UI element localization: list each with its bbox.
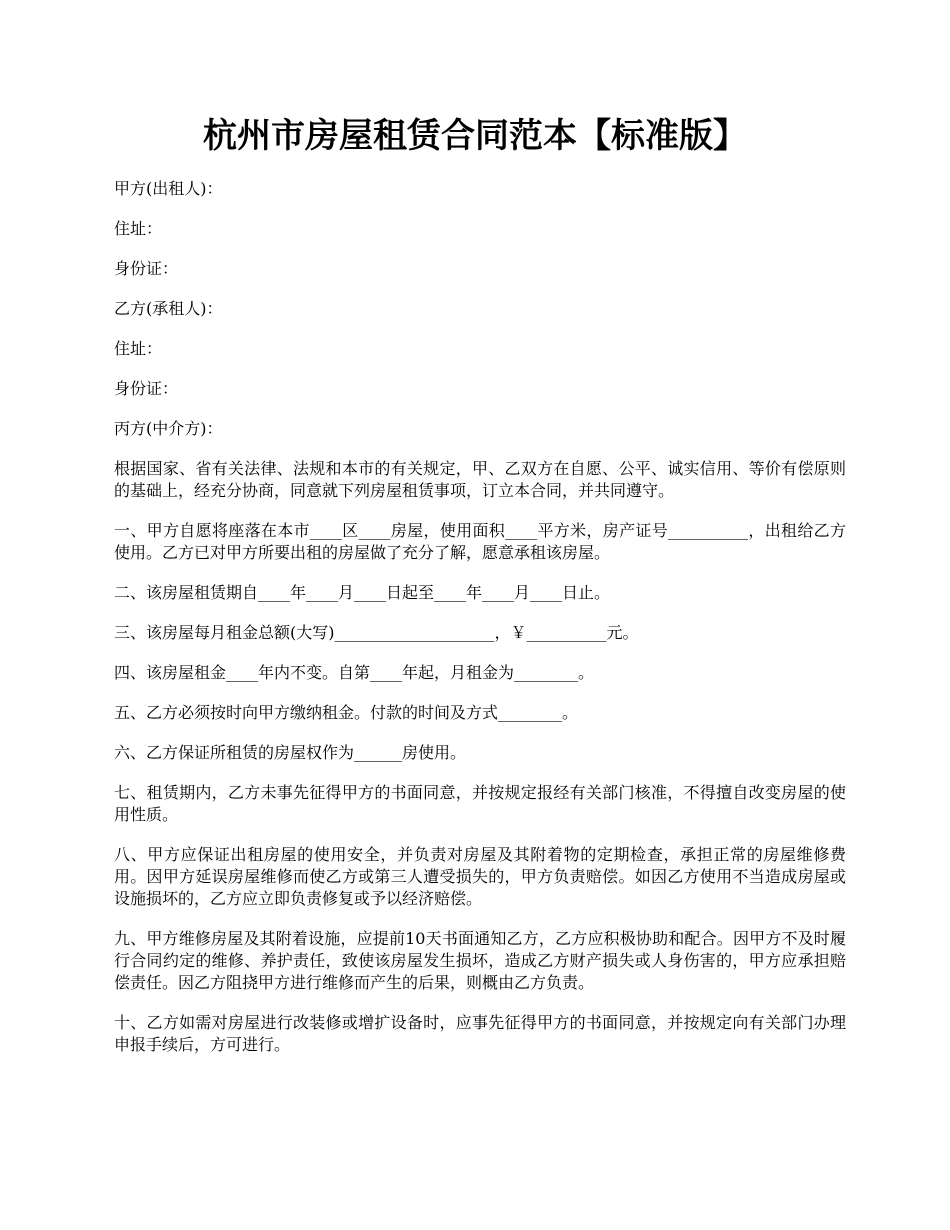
clause-7-paragraph: 七、租赁期内，乙方未事先征得甲方的书面同意，并按规定报经有关部门核准，不得擅自改变房屋的使用性质。 [114, 783, 846, 824]
document-title: 杭州市房屋租赁合同范本【标准版】 [203, 116, 747, 156]
lessee-field: 乙方(承租人)： [114, 299, 223, 318]
clause-2-paragraph: 二、该房屋租赁期自____年____月____日起至____年____月____日止。 [114, 583, 611, 602]
lessor-address-field: 住址： [114, 219, 163, 238]
clause-5-paragraph: 五、乙方必须按时向甲方缴纳租金。付款的时间及方式________。 [114, 703, 579, 722]
preamble-paragraph: 根据国家、省有关法律、法规和本市的有关规定，甲、乙双方在自愿、公平、诚实信用、等价有偿原则的基础上，经充分协商，同意就下列房屋租赁事项，订立本合同，并共同遵守。 [114, 459, 846, 500]
lessor-id-field: 身份证： [114, 259, 179, 278]
agent-field: 丙方(中介方)： [114, 419, 223, 438]
lessee-address-field: 住址： [114, 339, 163, 358]
clause-6-paragraph: 六、乙方保证所租赁的房屋权作为______房使用。 [114, 743, 467, 762]
clause-9-paragraph: 九、甲方维修房屋及其附着设施，应提前10天书面通知乙方，乙方应积极协助和配合。因甲方不及时履行合同约定的维修、养护责任，致使该房屋发生损坏，造成乙方财产损失或人身伤害的，甲方应承担赔偿责任。因乙方阻挠甲方进行维修而产生的后果，则概由乙方负责。 [114, 929, 846, 992]
lessee-id-field: 身份证： [114, 379, 179, 398]
clause-1-paragraph: 一、甲方自愿将座落在本市____区____房屋，使用面积____平方米，房产证号__________，出租给乙方使用。乙方已对甲方所要出租的房屋做了充分了解，愿意承租该房屋。 [114, 521, 846, 562]
clause-8-paragraph: 八、甲方应保证出租房屋的使用安全，并负责对房屋及其附着物的定期检查，承担正常的房屋维修费用。因甲方延误房屋维修而使乙方或第三人遭受损失的，甲方负责赔偿。如因乙方使用不当造成房屋或设施损坏的，乙方应立即负责修复或予以经济赔偿。 [114, 845, 846, 908]
clause-4-paragraph: 四、该房屋租金____年内不变。自第____年起，月租金为________。 [114, 663, 595, 682]
document-body [114, 178, 846, 1074]
lessor-field: 甲方(出租人)： [114, 179, 223, 198]
clause-3-paragraph: 三、该房屋每月租金总额(大写)____________________，￥__________元。 [114, 623, 639, 642]
clause-10-paragraph: 十、乙方如需对房屋进行改装修或增扩设备时，应事先征得甲方的书面同意，并按规定向有关部门办理申报手续后，方可进行。 [114, 1013, 846, 1054]
